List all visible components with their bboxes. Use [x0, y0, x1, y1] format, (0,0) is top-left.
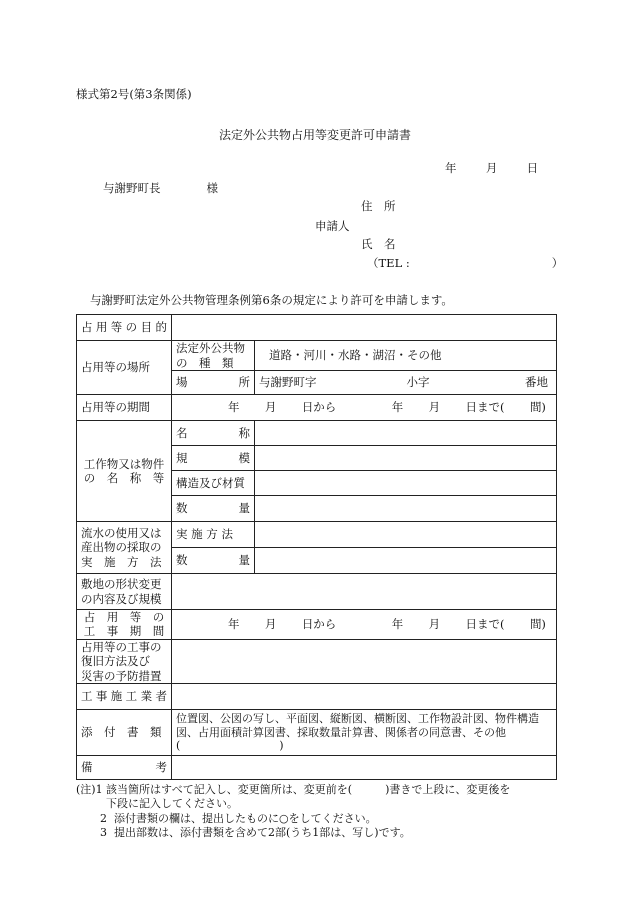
restore-field[interactable]: [172, 639, 557, 683]
restore-label: 占用等の工事の 復旧方法及び 災害の予防措置: [77, 639, 172, 683]
address-label: 住 所: [361, 199, 396, 213]
remarks-label: 備 考: [77, 755, 172, 779]
applicant-label: 申請人: [315, 219, 350, 233]
intro-statement: 与謝野町法定外公共物管理条例第6条の規定により許可を申請します。: [90, 293, 453, 307]
structure-row-scale-label: 規 模: [172, 446, 255, 471]
type-options[interactable]: 道路・河川・水路・湖沼・その他: [255, 341, 557, 371]
water-quantity-field[interactable]: [255, 548, 557, 574]
land-label: 敷地の形状変更 の内容及び規模: [77, 574, 172, 610]
attachments-field[interactable]: 位置図、公図の写し、平面図、縦断図、横断図、工作物設計図、物件構造図、占用面積計算図書、採取数量計算書、関係者の同意書、その他( ): [172, 709, 557, 755]
structure-label: 工作物又は物件 の 名 称 等: [77, 421, 172, 522]
honorific: 様: [206, 181, 218, 195]
date-line: [445, 160, 538, 176]
form-number: 様式第2号(第3条関係): [76, 87, 192, 101]
work-period-label: 占 用 等 の 工 事 期 間: [77, 610, 172, 640]
date-month: 月: [485, 161, 498, 175]
type-label: 法定外公共物 の 種 類: [172, 341, 255, 371]
location-field[interactable]: [255, 371, 557, 395]
addressee: [103, 180, 218, 196]
notes: [76, 783, 566, 840]
application-table: [76, 314, 557, 780]
document-title: 法定外公共物占用等変更許可申請書: [218, 128, 411, 142]
contractor-label: 工 事 施 工 業 者: [77, 683, 172, 709]
work-period-field[interactable]: 年 月 日から 年 月 日まで( 間): [172, 610, 557, 640]
note-1: (注)1 該当箇所はすべて記入し、変更箇所は、変更前を( )書きで上段に、変更後を: [76, 783, 511, 796]
structure-scale-field[interactable]: [255, 446, 557, 471]
water-label: 流水の使用又は 産出物の採取の 実 施 方 法: [77, 522, 172, 574]
purpose-label: 占 用 等 の 目 的: [77, 315, 172, 341]
location-label: 場 所: [172, 371, 255, 395]
place-label: 占用等の場所: [77, 341, 172, 395]
tel-label: （TEL :: [367, 256, 410, 270]
structure-name-field[interactable]: [255, 421, 557, 446]
water-quantity-label: 数 量: [172, 548, 255, 574]
note-1-continuation: 下段に記入してください。: [106, 797, 238, 811]
attachments-label: 添 付 書 類: [77, 709, 172, 755]
remarks-field[interactable]: [172, 755, 557, 779]
period-label: 占用等の期間: [77, 395, 172, 421]
structure-quantity-field[interactable]: [255, 496, 557, 522]
structure-material-field[interactable]: [255, 471, 557, 496]
location-town: 与謝野町字: [259, 375, 317, 390]
note-3: 3 提出部数は、添付書類を含めて2部(うち1部は、写し)です。: [100, 825, 411, 839]
tel-line: [367, 255, 563, 271]
tel-close: ）: [551, 256, 564, 270]
addressee-name: 与謝野町長: [103, 181, 161, 195]
date-year: 年: [445, 161, 457, 175]
structure-row-name-label: 名 称: [172, 421, 255, 446]
location-koaza: 小字: [406, 375, 430, 390]
structure-row-material-label: 構造及び材質: [172, 471, 255, 496]
structure-row-quantity-label: 数 量: [172, 496, 255, 522]
water-method-label: 実 施 方 法: [172, 522, 255, 548]
purpose-field[interactable]: [172, 315, 557, 341]
name-label: 氏 名: [361, 237, 396, 251]
period-field[interactable]: 年 月 日から 年 月 日まで( 間): [172, 395, 557, 421]
note-2: 2 添付書類の欄は、提出したものに○をしてください。: [100, 811, 377, 825]
location-banchi: 番地: [525, 375, 548, 390]
date-day: 日: [526, 161, 539, 175]
contractor-field[interactable]: [172, 683, 557, 709]
land-field[interactable]: [172, 574, 557, 610]
water-method-field[interactable]: [255, 522, 557, 548]
